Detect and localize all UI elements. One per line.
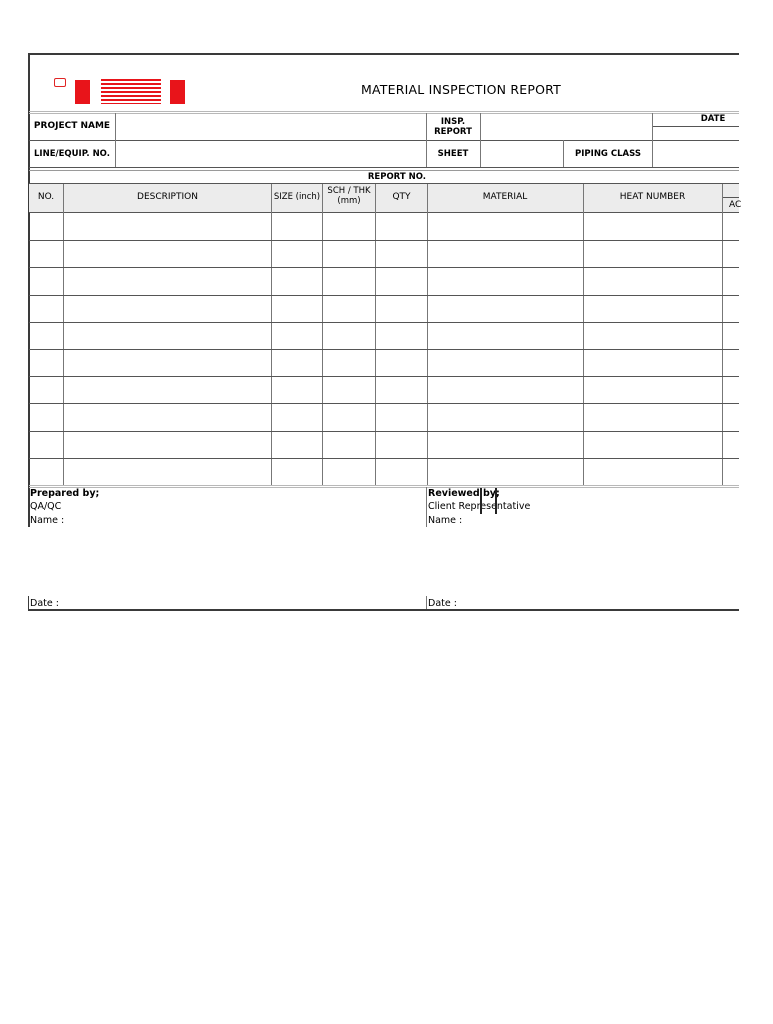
date-field[interactable] [653,127,739,139]
line-equip-field[interactable] [116,141,425,166]
project-name-label: PROJECT NAME [33,121,111,131]
col-header-sch-thk: SCH / THK (mm) [327,186,371,206]
table-row[interactable] [29,458,739,485]
table-row[interactable] [29,403,739,430]
piping-class-field[interactable] [653,141,739,166]
reviewed-name-label[interactable]: Name : [428,515,463,526]
col-header-description: DESCRIPTION [137,192,198,202]
table-row[interactable] [29,213,739,240]
prepared-name-label[interactable]: Name : [30,515,65,526]
reviewed-role: Client Representative [428,501,531,512]
table-bottom [29,485,739,488]
sheet-border-left-lower [28,596,29,610]
table-row[interactable] [29,322,739,349]
table-row[interactable] [29,267,739,294]
col-header-acceptance: AC [729,200,742,210]
col-header-no: NO. [37,192,55,202]
text-cursor-mark-1 [480,488,482,514]
table-row[interactable] [29,376,739,403]
sheet-field[interactable] [481,141,562,166]
prepared-by-label: Prepared by; [30,488,100,499]
insp-report-label: INSP. REPORT [434,117,472,137]
reviewed-date-label[interactable]: Date : [428,598,457,609]
row-divider-2 [29,167,739,168]
col-header-size: SIZE (inch) [273,192,321,202]
table-row[interactable] [29,240,739,267]
signoff-divider-lower [426,596,427,609]
sheet-border-bottom [28,609,739,611]
report-no-label: REPORT NO. [367,172,426,182]
logo-mark-icon [54,78,66,87]
date-label: DATE [700,114,726,124]
col-header-qty: QTY [392,192,411,202]
text-cursor-mark-2 [495,488,497,514]
logo-stripes-icon [101,79,161,104]
col-header-heat-number: HEAT NUMBER [619,192,686,202]
logo-right-bar-icon [170,80,185,104]
report-no-field[interactable] [428,171,739,183]
insp-report-field[interactable] [481,114,651,139]
sheet-border-top [28,53,739,55]
logo-left-bar-icon [75,80,90,104]
acceptance-sub-divider [722,197,739,198]
report-title: MATERIAL INSPECTION REPORT [361,82,561,97]
prepared-date-label[interactable]: Date : [30,598,59,609]
table-row[interactable] [29,431,739,458]
signoff-divider [426,487,427,527]
line-equip-label: LINE/EQUIP. NO. [34,149,110,159]
piping-class-label: PIPING CLASS [575,149,641,159]
table-row[interactable] [29,349,739,376]
sheet-label: SHEET [437,149,469,159]
table-row[interactable] [29,295,739,322]
prepared-role: QA/QC [30,501,62,512]
reviewed-by-label: Reviewed by; [428,488,500,499]
col-header-material: MATERIAL [482,192,528,202]
project-name-field[interactable] [116,114,425,139]
